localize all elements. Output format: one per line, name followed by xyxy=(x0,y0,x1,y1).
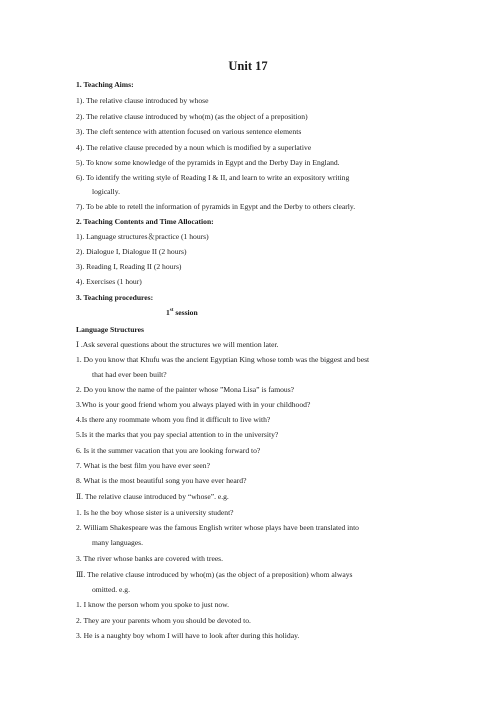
whom-example: 1. I know the person whom you spoke to just now. xyxy=(76,600,230,609)
section-2-heading: Ⅱ. The relative clause introduced by “whose”. e.g. xyxy=(76,492,229,501)
session-label: session xyxy=(173,308,198,317)
session-heading xyxy=(166,308,198,317)
section-3-heading: Ⅲ. The relative clause introduced by who(m) (as the object of a preposition) whom always xyxy=(76,570,353,579)
contents-item: 1). Language structures＆practice (1 hours) xyxy=(76,232,209,241)
question-item: 4.Is there any roommate whom you find it difficult to live with? xyxy=(76,415,271,424)
aim-item: 1). The relative clause introduced by whose xyxy=(76,96,209,105)
question-item: 3.Who is your good friend whom you always played with in your childhood? xyxy=(76,400,311,409)
language-structures-heading: Language Structures xyxy=(76,325,144,334)
session-suffix: st xyxy=(169,308,174,313)
aim-item: 6). To identify the writing style of Reading I & II, and learn to write an expository writing xyxy=(76,173,350,182)
page-title: Unit 17 xyxy=(228,59,268,73)
aim-item: 5). To know some knowledge of the pyramids in Egypt and the Derby Day in England. xyxy=(76,158,340,167)
contents-heading: 2. Teaching Contents and Time Allocation: xyxy=(76,217,214,226)
section-3-heading-continuation: omitted. e.g. xyxy=(92,585,130,594)
contents-item: 2). Dialogue I, Dialogue II (2 hours) xyxy=(76,247,187,256)
aim-item: 7). To be able to retell the information of pyramids in Egypt and the Derby to others clearly. xyxy=(76,202,356,211)
question-item: 2. Do you know the name of the painter whose ”Mona Lisa” is famous? xyxy=(76,385,295,394)
whom-example: 2. They are your parents whom you should be devoted to. xyxy=(76,616,251,625)
question-item: 8. What is the most beautiful song you have ever heard? xyxy=(76,476,247,485)
whose-example: 1. Is he the boy whose sister is a university student? xyxy=(76,508,234,517)
aim-item: 3). The cleft sentence with attention focused on various sentence elements xyxy=(76,127,302,136)
question-item: 1. Do you know that Khufu was the ancient Egyptian King whose tomb was the biggest and best xyxy=(76,355,370,364)
aim-item: 4). The relative clause preceded by a noun which is modified by a superlative xyxy=(76,143,312,152)
question-item: 5.Is it the marks that you pay special attention to in the university? xyxy=(76,430,279,439)
session-number: 1 xyxy=(166,308,170,317)
whom-example: 3. He is a naughty boy whom I will have to look after during this holiday. xyxy=(76,631,300,640)
contents-item: 4). Exercises (1 hour) xyxy=(76,277,142,286)
question-item: 6. Is it the summer vacation that you are looking forward to? xyxy=(76,446,261,455)
aim-item: 2). The relative clause introduced by who(m) (as the object of a preposition) xyxy=(76,112,308,121)
section-1-heading: Ⅰ .Ask several questions about the structures we will mention later. xyxy=(76,340,279,349)
whose-example: 3. The river whose banks are covered with trees. xyxy=(76,554,224,563)
aims-heading: 1. Teaching Aims: xyxy=(76,80,134,89)
procedures-heading: 3. Teaching procedures: xyxy=(76,293,154,302)
aim-item-continuation: logically. xyxy=(92,187,120,196)
question-continuation: that had ever been built? xyxy=(92,370,167,379)
contents-item: 3). Reading I, Reading II (2 hours) xyxy=(76,262,182,271)
question-item: 7. What is the best film you have ever seen? xyxy=(76,461,210,470)
whose-example-continuation: many languages. xyxy=(92,538,144,547)
whose-example: 2. William Shakespeare was the famous English writer whose plays have been translated into xyxy=(76,523,359,532)
